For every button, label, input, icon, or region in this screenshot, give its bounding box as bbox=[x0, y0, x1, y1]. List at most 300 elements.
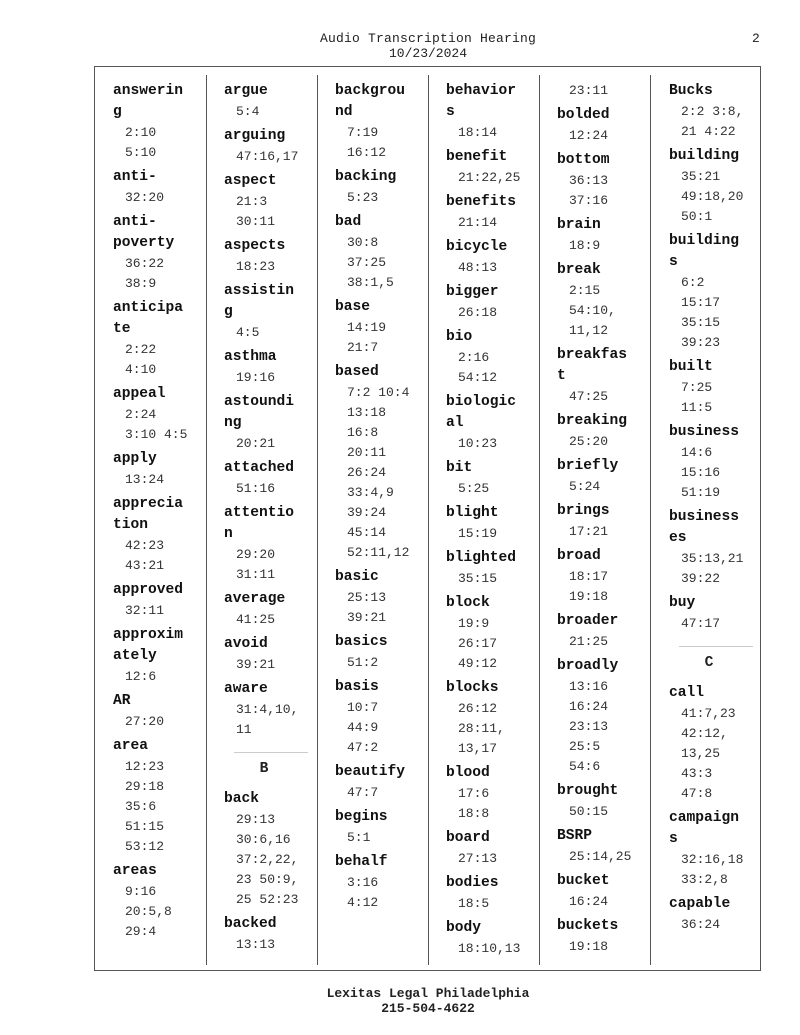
index-entry bbox=[113, 81, 211, 163]
index-entry bbox=[113, 691, 211, 732]
page-line-refs bbox=[224, 479, 313, 499]
page-line-refs bbox=[224, 610, 313, 630]
page-line-refs bbox=[113, 882, 211, 942]
section-divider bbox=[234, 752, 308, 753]
page-line-ref: 13,25 bbox=[681, 746, 721, 761]
page-line-ref: 29:18 bbox=[125, 779, 165, 794]
index-term: assistin bbox=[224, 283, 295, 299]
index-term: backing bbox=[335, 169, 397, 185]
page-line-refs bbox=[557, 126, 646, 146]
index-term: n bbox=[224, 526, 233, 542]
index-entry bbox=[446, 237, 535, 278]
page-line-ref: 51:16 bbox=[236, 481, 276, 496]
page-line-ref: 23:11 bbox=[569, 83, 609, 98]
index-term: building bbox=[669, 233, 740, 249]
page-line-ref: 18:5 bbox=[458, 896, 490, 911]
header-date: 10/23/2024 bbox=[388, 46, 467, 61]
index-term: brought bbox=[557, 783, 619, 799]
page-line-ref: 42:23 bbox=[125, 538, 165, 553]
page-line-refs bbox=[446, 784, 535, 824]
page-line-ref: 19:16 bbox=[236, 370, 276, 385]
page-line-refs bbox=[557, 522, 646, 542]
index-entry bbox=[224, 914, 313, 955]
index-term: blood bbox=[446, 765, 490, 781]
page-line-refs bbox=[669, 915, 757, 935]
page-line-ref: 47:25 bbox=[569, 389, 609, 404]
index-term: approved bbox=[113, 582, 184, 598]
index-entry bbox=[446, 192, 535, 233]
page-line-ref: 25:13 bbox=[347, 590, 387, 605]
page-line-ref: 32:11 bbox=[125, 603, 165, 618]
index-entry bbox=[557, 501, 646, 542]
page-line-ref: 33:2,8 bbox=[681, 872, 728, 887]
index-term: basis bbox=[335, 679, 379, 695]
index-term: biologic bbox=[446, 394, 517, 410]
page-line-ref: 20:21 bbox=[236, 436, 276, 451]
page-line-ref: 47:8 bbox=[681, 786, 713, 801]
page-line-ref: 11 bbox=[236, 722, 252, 737]
index-term: aspects bbox=[224, 238, 286, 254]
page-line-refs bbox=[113, 667, 211, 687]
index-term: campaign bbox=[669, 810, 740, 826]
page-line-refs bbox=[224, 368, 313, 388]
index-term: brain bbox=[557, 217, 601, 233]
index-entry bbox=[113, 384, 211, 445]
page-line-ref: 43:21 bbox=[125, 558, 165, 573]
index-entry bbox=[669, 81, 757, 142]
page-line-refs bbox=[669, 273, 757, 353]
index-entry bbox=[557, 656, 646, 777]
index-term: apply bbox=[113, 451, 157, 467]
page-line-ref: 16:8 bbox=[347, 425, 379, 440]
page-line-refs bbox=[224, 434, 313, 454]
page-line-refs bbox=[669, 102, 757, 142]
index-term: bio bbox=[446, 329, 473, 345]
page-line-ref: 41:25 bbox=[236, 612, 276, 627]
index-term: blight bbox=[446, 505, 499, 521]
page-line-refs bbox=[557, 171, 646, 211]
page-line-ref: 54:10, bbox=[569, 303, 616, 318]
index-entry bbox=[113, 861, 211, 942]
page-line-refs bbox=[557, 567, 646, 607]
index-entry bbox=[557, 546, 646, 607]
page-line-refs bbox=[446, 168, 535, 188]
page-line-refs bbox=[557, 802, 646, 822]
page-line-ref: 42:12, bbox=[681, 726, 728, 741]
page-line-ref: 14:6 bbox=[681, 445, 713, 460]
page-line-ref: 26:18 bbox=[458, 305, 498, 320]
page-line-ref: 31:11 bbox=[236, 567, 276, 582]
page-line-ref: 19:18 bbox=[569, 939, 609, 954]
index-term: back bbox=[224, 791, 260, 807]
page-line-ref: 4:10 bbox=[125, 362, 157, 377]
index-entry bbox=[224, 347, 313, 388]
page-line-ref: 23 50:9, bbox=[236, 872, 299, 887]
index-entry bbox=[113, 449, 211, 490]
page-line-refs bbox=[446, 524, 535, 544]
page-line-refs bbox=[335, 233, 424, 293]
index-entry bbox=[446, 392, 535, 454]
page-line-ref: 5:23 bbox=[347, 190, 379, 205]
page-line-refs bbox=[335, 828, 424, 848]
index-term: beautify bbox=[335, 764, 406, 780]
page-line-ref: 54:6 bbox=[569, 759, 601, 774]
page-line-ref: 9:16 bbox=[125, 884, 157, 899]
page-line-ref: 28:11, bbox=[458, 721, 505, 736]
index-term: blighted bbox=[446, 550, 517, 566]
index-term: ng bbox=[224, 415, 242, 431]
index-entry bbox=[557, 215, 646, 256]
index-entry bbox=[224, 634, 313, 675]
index-term: approxim bbox=[113, 627, 184, 643]
footer-phone: 215-504-4622 bbox=[381, 1001, 475, 1016]
footer-company: Lexitas Legal Philadelphia bbox=[326, 986, 530, 1001]
index-column-6 bbox=[650, 75, 757, 965]
page-line-ref: 15:16 bbox=[681, 465, 721, 480]
page-line-ref: 30:11 bbox=[236, 214, 276, 229]
page-line-refs bbox=[669, 704, 757, 804]
index-entry bbox=[669, 357, 757, 418]
page-line-ref: 23:13 bbox=[569, 719, 609, 734]
page-line-ref: 13:13 bbox=[236, 937, 276, 952]
index-term: bicycle bbox=[446, 239, 508, 255]
index-column-1 bbox=[105, 75, 211, 965]
page-line-ref: 12:23 bbox=[125, 759, 165, 774]
page-number: 2 bbox=[752, 31, 760, 46]
page-line-refs bbox=[224, 147, 313, 167]
page-line-refs bbox=[113, 405, 211, 445]
index-entry bbox=[446, 81, 535, 143]
index-term: attached bbox=[224, 460, 295, 476]
page-line-ref: 31:4,10, bbox=[236, 702, 299, 717]
page-line-refs bbox=[557, 847, 646, 867]
index-term: bit bbox=[446, 460, 473, 476]
page-line-ref: 39:22 bbox=[681, 571, 721, 586]
page-line-refs bbox=[224, 655, 313, 675]
page-line-ref: 39:21 bbox=[236, 657, 276, 672]
index-entry bbox=[335, 762, 424, 803]
page-line-ref: 11:5 bbox=[681, 400, 713, 415]
index-entry bbox=[113, 167, 211, 208]
page-line-refs bbox=[446, 894, 535, 914]
page-line-refs bbox=[335, 873, 424, 913]
page-line-refs bbox=[557, 937, 646, 957]
page-line-refs bbox=[446, 123, 535, 143]
index-term: anti- bbox=[113, 214, 157, 230]
page-line-ref: 30:6,16 bbox=[236, 832, 291, 847]
index-entry bbox=[446, 503, 535, 544]
index-term: business bbox=[669, 509, 740, 525]
page-line-ref: 48:13 bbox=[458, 260, 498, 275]
index-term: broadly bbox=[557, 658, 619, 674]
page-line-refs bbox=[113, 470, 211, 490]
page-line-ref: 14:19 bbox=[347, 320, 387, 335]
page-line-refs bbox=[335, 188, 424, 208]
page-line-ref: 39:21 bbox=[347, 610, 387, 625]
page-line-ref: 53:12 bbox=[125, 839, 165, 854]
index-term: basics bbox=[335, 634, 388, 650]
page-line-ref: 13:16 bbox=[569, 679, 609, 694]
index-column-4 bbox=[428, 75, 535, 965]
page-line-refs bbox=[446, 849, 535, 869]
page-line-ref: 20:11 bbox=[347, 445, 387, 460]
page-line-ref: 18:8 bbox=[458, 806, 490, 821]
page-line-refs bbox=[224, 700, 313, 740]
page-line-refs bbox=[113, 254, 211, 294]
page-line-refs bbox=[446, 569, 535, 589]
page-line-ref: 18:14 bbox=[458, 125, 498, 140]
index-term: backgrou bbox=[335, 83, 406, 99]
page-line-ref: 4:5 bbox=[236, 325, 260, 340]
page-line-ref: 2:22 bbox=[125, 342, 157, 357]
index-term: bucket bbox=[557, 873, 610, 889]
index-term: attentio bbox=[224, 505, 295, 521]
page-line-ref: 18:17 bbox=[569, 569, 609, 584]
index-entry bbox=[335, 567, 424, 628]
index-entry bbox=[669, 808, 757, 890]
index-term: behalf bbox=[335, 854, 388, 870]
page-line-ref: 21 4:22 bbox=[681, 124, 736, 139]
index-entry bbox=[335, 852, 424, 913]
index-term: asthma bbox=[224, 349, 277, 365]
index-entry bbox=[557, 781, 646, 822]
page-line-ref: 47:7 bbox=[347, 785, 379, 800]
index-term: bodies bbox=[446, 875, 499, 891]
page-line-ref: 5:25 bbox=[458, 481, 490, 496]
page-line-refs bbox=[557, 81, 646, 101]
page-line-ref: 2:16 bbox=[458, 350, 490, 365]
page-line-ref: 47:17 bbox=[681, 616, 721, 631]
page-line-ref: 5:1 bbox=[347, 830, 371, 845]
page-line-refs bbox=[335, 383, 424, 563]
page-line-refs bbox=[224, 323, 313, 343]
index-entry bbox=[557, 456, 646, 497]
index-term: bottom bbox=[557, 152, 610, 168]
page-line-ref: 29:13 bbox=[236, 812, 276, 827]
page-line-refs bbox=[224, 192, 313, 232]
index-entry bbox=[669, 146, 757, 227]
index-term: blocks bbox=[446, 680, 499, 696]
page-line-ref: 15:19 bbox=[458, 526, 498, 541]
index-entry bbox=[557, 105, 646, 146]
page-line-ref: 36:24 bbox=[681, 917, 721, 932]
page-line-ref: 18:23 bbox=[236, 259, 276, 274]
index-term: apprecia bbox=[113, 496, 184, 512]
page-line-refs bbox=[669, 850, 757, 890]
page-line-refs bbox=[557, 892, 646, 912]
page-line-refs bbox=[335, 318, 424, 358]
index-entry bbox=[557, 345, 646, 407]
index-term: base bbox=[335, 299, 371, 315]
page-line-ref: 2:15 bbox=[569, 283, 601, 298]
index-term: aspect bbox=[224, 173, 277, 189]
page-line-ref: 10:23 bbox=[458, 436, 498, 451]
index-term: al bbox=[446, 415, 464, 431]
section-letter: B bbox=[259, 761, 269, 777]
index-entry bbox=[446, 458, 535, 499]
page-line-ref: 43:3 bbox=[681, 766, 713, 781]
page-line-ref: 13:18 bbox=[347, 405, 387, 420]
page-line-refs bbox=[557, 477, 646, 497]
page-line-ref: 20:5,8 bbox=[125, 904, 172, 919]
index-term: ately bbox=[113, 648, 157, 664]
page-line-refs bbox=[669, 614, 757, 634]
index-term: block bbox=[446, 595, 490, 611]
index-entry bbox=[113, 625, 211, 687]
page-line-ref: 45:14 bbox=[347, 525, 387, 540]
page-line-refs bbox=[669, 378, 757, 418]
index-entry bbox=[557, 260, 646, 341]
index-column-5 bbox=[539, 75, 646, 965]
index-entry bbox=[446, 918, 535, 959]
index-term: g bbox=[113, 104, 122, 120]
index-term: areas bbox=[113, 863, 157, 879]
page-line-ref: 33:4,9 bbox=[347, 485, 394, 500]
index-entry bbox=[446, 548, 535, 589]
index-term: backed bbox=[224, 916, 277, 932]
index-entry bbox=[557, 611, 646, 652]
page-line-ref: 19:18 bbox=[569, 589, 609, 604]
index-term: arguing bbox=[224, 128, 286, 144]
page-line-refs bbox=[446, 258, 535, 278]
page-line-ref: 25 52:23 bbox=[236, 892, 299, 907]
page-line-ref: 49:18,20 bbox=[681, 189, 744, 204]
page-line-ref: 5:4 bbox=[236, 104, 260, 119]
page-line-ref: 35:21 bbox=[681, 169, 721, 184]
index-term: building bbox=[669, 148, 740, 164]
index-term: tion bbox=[113, 517, 149, 533]
section-letter: C bbox=[704, 655, 714, 671]
page-line-ref: 15:17 bbox=[681, 295, 721, 310]
page-line-refs bbox=[335, 123, 424, 163]
page-line-refs bbox=[224, 102, 313, 122]
index-term: bigger bbox=[446, 284, 499, 300]
page-line-ref: 7:19 bbox=[347, 125, 379, 140]
page-line-ref: 6:2 bbox=[681, 275, 705, 290]
page-line-ref: 19:9 bbox=[458, 616, 490, 631]
page-line-refs bbox=[113, 757, 211, 857]
page-line-ref: 41:7,23 bbox=[681, 706, 736, 721]
page-line-ref: 35:15 bbox=[681, 315, 721, 330]
page-line-refs bbox=[224, 810, 313, 910]
page-line-ref: 4:12 bbox=[347, 895, 379, 910]
index-entry bbox=[446, 593, 535, 674]
page-line-refs bbox=[557, 432, 646, 452]
page-line-ref: 13,17 bbox=[458, 741, 498, 756]
index-column-3 bbox=[317, 75, 424, 965]
index-term: briefly bbox=[557, 458, 619, 474]
page-line-ref: 37:25 bbox=[347, 255, 387, 270]
page-line-ref: 21:7 bbox=[347, 340, 379, 355]
page-line-ref: 27:20 bbox=[125, 714, 165, 729]
page-line-ref: 49:12 bbox=[458, 656, 498, 671]
index-entry bbox=[224, 236, 313, 277]
index-entry bbox=[335, 362, 424, 563]
page-line-refs bbox=[113, 536, 211, 576]
index-entry bbox=[224, 281, 313, 343]
index-entry bbox=[224, 81, 313, 122]
index-term: te bbox=[113, 321, 131, 337]
page-line-ref: 17:21 bbox=[569, 524, 609, 539]
index-term: avoid bbox=[224, 636, 268, 652]
index-term: nd bbox=[335, 104, 353, 120]
index-entry bbox=[335, 297, 424, 358]
page-line-ref: 7:25 bbox=[681, 380, 713, 395]
page-line-refs bbox=[335, 698, 424, 758]
index-entry bbox=[446, 828, 535, 869]
index-term: brings bbox=[557, 503, 610, 519]
page-line-ref: 25:14,25 bbox=[569, 849, 632, 864]
page-line-ref: 29:20 bbox=[236, 547, 276, 562]
page-line-ref: 5:24 bbox=[569, 479, 601, 494]
index-term: breaking bbox=[557, 413, 628, 429]
page-line-refs bbox=[557, 281, 646, 341]
page-line-ref: 16:24 bbox=[569, 699, 609, 714]
index-entry bbox=[446, 678, 535, 759]
page-line-ref: 27:13 bbox=[458, 851, 498, 866]
index-entry bbox=[669, 683, 757, 804]
page-line-refs bbox=[557, 236, 646, 256]
page-line-ref: 37:2,22, bbox=[236, 852, 299, 867]
page-line-ref: 32:16,18 bbox=[681, 852, 744, 867]
page-line-refs bbox=[557, 677, 646, 777]
index-term: aware bbox=[224, 681, 268, 697]
header-title: Audio Transcription Hearing bbox=[319, 31, 537, 46]
page-line-ref: 2:2 3:8, bbox=[681, 104, 744, 119]
page-line-ref: 17:6 bbox=[458, 786, 490, 801]
index-entry bbox=[113, 494, 211, 576]
page-line-ref: 11,12 bbox=[569, 323, 609, 338]
index-entry bbox=[224, 589, 313, 630]
page-line-ref: 35:6 bbox=[125, 799, 157, 814]
index-entry bbox=[224, 392, 313, 454]
page-line-refs bbox=[224, 545, 313, 585]
index-entry bbox=[557, 916, 646, 957]
page-line-refs bbox=[446, 939, 535, 959]
page-line-ref: 21:25 bbox=[569, 634, 609, 649]
page-line-ref: 16:24 bbox=[569, 894, 609, 909]
index-entry bbox=[446, 763, 535, 824]
page-line-ref: 2:10 bbox=[125, 125, 157, 140]
index-term: average bbox=[224, 591, 286, 607]
index-term: es bbox=[669, 530, 687, 546]
index-entry bbox=[446, 282, 535, 323]
page-line-ref: 47:2 bbox=[347, 740, 379, 755]
page-line-ref: 21:3 bbox=[236, 194, 268, 209]
page-line-refs bbox=[669, 549, 757, 589]
index-term: s bbox=[446, 104, 455, 120]
page-line-ref: 30:8 bbox=[347, 235, 379, 250]
index-entry bbox=[224, 171, 313, 232]
page-line-ref: 26:17 bbox=[458, 636, 498, 651]
index-entry bbox=[446, 327, 535, 388]
index-term: Bucks bbox=[669, 83, 713, 99]
index-entry bbox=[224, 789, 313, 910]
index-term: basic bbox=[335, 569, 379, 585]
page-line-ref: 47:16,17 bbox=[236, 149, 299, 164]
index-term: call bbox=[669, 685, 705, 701]
page-line-refs bbox=[446, 303, 535, 323]
page-line-ref: 12:6 bbox=[125, 669, 157, 684]
page-line-ref: 16:12 bbox=[347, 145, 387, 160]
index-entry bbox=[224, 503, 313, 585]
index-entry bbox=[557, 871, 646, 912]
index-term: benefit bbox=[446, 149, 508, 165]
index-entry bbox=[335, 167, 424, 208]
page-line-ref: 5:10 bbox=[125, 145, 157, 160]
page-line-refs bbox=[446, 479, 535, 499]
index-entry bbox=[113, 298, 211, 380]
